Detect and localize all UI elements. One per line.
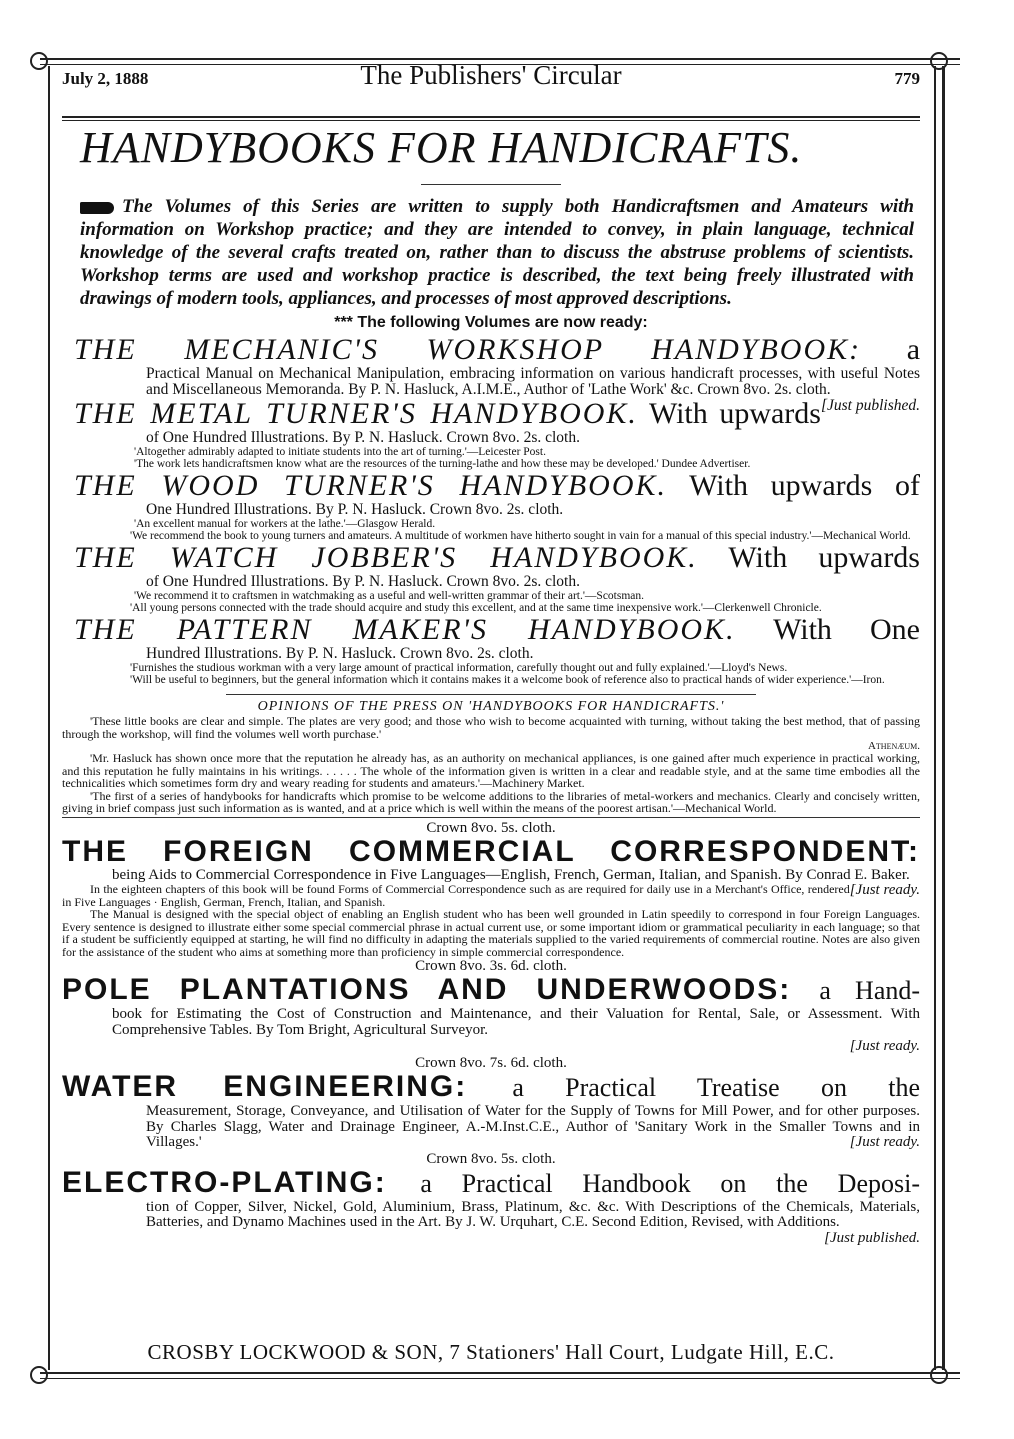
header-date: July 2, 1888 [62, 69, 149, 88]
press-quote: 'Furnishes the studious workman with a very large amount of practical information, carefully thought out and fully explained.'—Lloyd's News. [130, 662, 788, 674]
electro-desc-text: tion of Copper, Silver, Nickel, Gold, Aluminium, Brass, Platinum, &c. &c. With Descriptions of the Chemicals, Materials, Batteries, and Dynamo Machines used in the Art. By J. W. Urquhart, C.E. Second Edition, Revised, with Additions. [146, 1198, 920, 1230]
electro-title-tail: a Practical Handbook on the Deposi- [420, 1168, 920, 1198]
pole-title-tail: a Hand- [819, 976, 921, 1005]
press-quote: 'We recommend the book to young turners and amateurs. A multitude of workmen have hitherto sought in vain for a manual of this special industry.'—Mechanical World. [130, 530, 911, 542]
water-status: [Just ready. [849, 1134, 920, 1150]
ornament-top-right-icon [930, 52, 948, 70]
page-header [62, 60, 920, 104]
pole-status: [Just ready. [849, 1038, 920, 1054]
book-title: THE WOOD TURNER'S HANDYBOOK. [74, 469, 668, 502]
press-quote: 'Altogether admirably adapted to initiate students into the art of turning.'—Leicester Post. [134, 446, 546, 458]
book-description: of One Hundred Illustrations. By P. N. Hasluck. Crown 8vo. 2s. cloth. [146, 429, 580, 446]
book-description: of One Hundred Illustrations. By P. N. Hasluck. Crown 8vo. 2s. cloth. [146, 573, 580, 590]
press-quote: 'Will be useful to beginners, but the general information which it contains makes it a welcome book of reference also to practical hands of wider experience.'—Iron. [130, 674, 885, 686]
foreign-note: The Manual is designed with the special object of enabling an English student who has been well grounded in Latin speedily to correspond in four Foreign Languages. Every sentence is designed to illustrate either some special commercial phrase in actual current use, or some important idiom or grammatical peculiarity in each language; so that if a student be sufficiently equipped at starting, he will find no difficulty in adapting the materials supplied to the varied requirements of commercial routine. Notes are also given for the assistance of the student who aims at something more than proficiency in simple commercial correspondence. [62, 907, 920, 959]
book-title: THE PATTERN MAKER'S HANDYBOOK. [74, 613, 736, 646]
electro-description [146, 1198, 920, 1246]
intro-paragraph [80, 195, 914, 310]
title-divider [421, 184, 561, 185]
electro-status: [Just published. [824, 1229, 920, 1246]
book-title: THE METAL TURNER'S HANDYBOOK. [74, 397, 638, 430]
press-quote: 'An excellent manual for workers at the lathe.'—Glasgow Herald. [134, 518, 436, 530]
foreign-notes [62, 883, 920, 958]
book-entry [74, 470, 920, 542]
water-title-tail: a Practical Treatise on the [512, 1073, 920, 1102]
water-description [146, 1104, 920, 1151]
book-title-tail: With upwards of [689, 469, 920, 502]
water-desc-text: Measurement, Storage, Conveyance, and Utilisation of Water for the Supply of Towns for Mill Power, and for other purposes. By Charles Slagg, Water and Drainage Engineer, A.-M.Inst.C.E., Author of 'Sanitary Work in the Smaller Towns and in Villages.' [146, 1103, 920, 1150]
foreign-title: THE FOREIGN COMMERCIAL CORRESPONDENT: [62, 834, 920, 868]
book-title-line [74, 398, 920, 430]
book-description: One Hundred Illustrations. By P. N. Hasluck. Crown 8vo. 2s. cloth. [146, 501, 564, 518]
journal-title: The Publishers' Circular [360, 60, 622, 90]
book-entry [74, 542, 920, 614]
book-title: THE MECHANIC'S WORKSHOP HANDYBOOK: [74, 333, 862, 366]
book-title-tail: With upwards [728, 541, 920, 574]
publisher-footer: CROSBY LOCKWOOD & SON, 7 Stationers' Hall Court, Ludgate Hill, E.C. [147, 1340, 835, 1364]
price-line: Crown 8vo. 7s. 6d. cloth. [415, 1055, 567, 1071]
book-title-line [74, 470, 920, 502]
opinion-quote: 'The first of a series of handybooks for handicrafts which promise to be welcome additions to the libraries of metal-workers and mechanics. Clearly and concisely written, giving in brief compass just such information as is wanted, and at a price which is well within the means of the poorest artisan.'—Mechanical World. [62, 788, 920, 815]
book-title-line [74, 542, 920, 574]
opinions-divider [226, 694, 756, 695]
ornament-bottom-right-icon [930, 1366, 948, 1384]
foreign-note: In the eighteen chapters of this book will be found Forms of Commercial Correspondence such as are required for daily use in a Merchant's Office, rendered in Five Languages · English, German, French, Italian, and Spanish. [62, 882, 850, 909]
press-quote: 'The work lets handicraftsmen know what are the resources of the turning-lathe and how these may be developed.' Dundee Advertiser. [134, 458, 751, 470]
bottom-border-rule-inner [40, 1378, 960, 1379]
opinion-quote: 'These little books are clear and simple. The plates are very good; and those who wish to become acquainted with turning, without taking the best method, that of passing through the workshop, will find the volumes well worth purchase.' [62, 714, 920, 741]
intro-text: The Volumes of this Series are written to supply both Handicraftsmen and Amateurs with information on Workshop practice; and they are intended to convey, in plain language, technical knowledge of the several crafts treated on, rather than to discuss the abstruse problems of scientists. Workshop terms are used and workshop practice is described, the text being freely illustrated with drawings of modern tools, appliances, and processes of most approved descriptions. [80, 196, 914, 309]
right-border-rule [934, 66, 936, 1370]
content [62, 60, 920, 1246]
electro-title: ELECTRO-PLATING: [62, 1165, 387, 1199]
book-title-tail: a [906, 333, 921, 366]
page-number: 779 [894, 69, 920, 88]
section-divider [62, 817, 920, 818]
opinion-source: Athenæum. [867, 740, 920, 752]
book-title-line [74, 614, 920, 646]
book-title-line [74, 334, 920, 366]
ready-line: *** The following Volumes are now ready: [334, 314, 648, 331]
water-title: WATER ENGINEERING: [62, 1070, 468, 1103]
press-quote: 'All young persons connected with the trade should acquire and study this excellent, and at the same time inexpensive work.'—Clerkenwell Chronicle. [130, 602, 822, 614]
series-title: HANDYBOOKS FOR HANDICRAFTS. [80, 123, 803, 172]
book-desc-text: Practical Manual on Mechanical Manipulation, embracing information on various handicraft processes, with useful Notes and Miscellaneous Memoranda. By P. N. Hasluck, A.I.M.E., Author of 'Lathe Work' &c. Crown 8vo. 2s. cloth. [146, 365, 920, 398]
pointing-hand-icon [80, 202, 114, 214]
foreign-status: [Just ready. [849, 882, 920, 898]
book-title-tail: With One [773, 613, 921, 646]
price-line: Crown 8vo. 3s. 6d. cloth. [415, 958, 567, 974]
book-entry [74, 614, 920, 686]
opinions-title: OPINIONS OF THE PRESS ON 'HANDYBOOKS FOR HANDICRAFTS.' [257, 699, 725, 714]
press-quote: 'We recommend it to craftsmen in watchmaking as a useful and well-written grammar of their art.'—Scotsman. [134, 590, 645, 602]
pole-description: book for Estimating the Cost of Construction and Maintenance, and their Valuation for Rental, Sale, or Assessment. With Comprehensive Tables. By Tom Bright, Agricultural Surveyor. [112, 1006, 920, 1038]
book-entry [74, 398, 920, 470]
bottom-border-rule [40, 1372, 960, 1374]
left-border-rule [48, 66, 50, 1370]
pole-title-line [62, 974, 920, 1007]
foreign-desc-text: being Aids to Commercial Correspondence in Five Languages—English, French, German, Italian, and Spanish. By Conrad E. Baker. [112, 866, 910, 883]
right-border-rule-outer [942, 66, 945, 1370]
book-title-tail: With upwards [648, 397, 821, 430]
water-title-line [62, 1071, 920, 1104]
book-description: Hundred Illustrations. By P. N. Hasluck. Crown 8vo. 2s. cloth. [146, 645, 534, 662]
pole-title: POLE PLANTATIONS AND UNDERWOODS: [62, 973, 792, 1006]
ornament-bottom-left-icon [30, 1366, 48, 1384]
opinion-quote: 'Mr. Hasluck has shown once more that the reputation he already has, as an authority on mechanical appliances, is one gained after much experience in practical working, and this reputation he fully maintains in his writings. . . . . . The whole of the information given is written in a clear and readable style, and at the same time embodies all the technicalities which sometimes form dry and weary reading for students and amateurs.'—Machinery Market. [62, 751, 920, 790]
book-title: THE WATCH JOBBER'S HANDYBOOK. [74, 541, 698, 574]
price-line: Crown 8vo. 5s. cloth. [426, 819, 556, 836]
ornament-top-left-icon [30, 52, 48, 70]
book-status: [Just published. [820, 397, 920, 414]
price-line: Crown 8vo. 5s. cloth. [426, 1150, 556, 1167]
electro-title-line [62, 1167, 920, 1200]
